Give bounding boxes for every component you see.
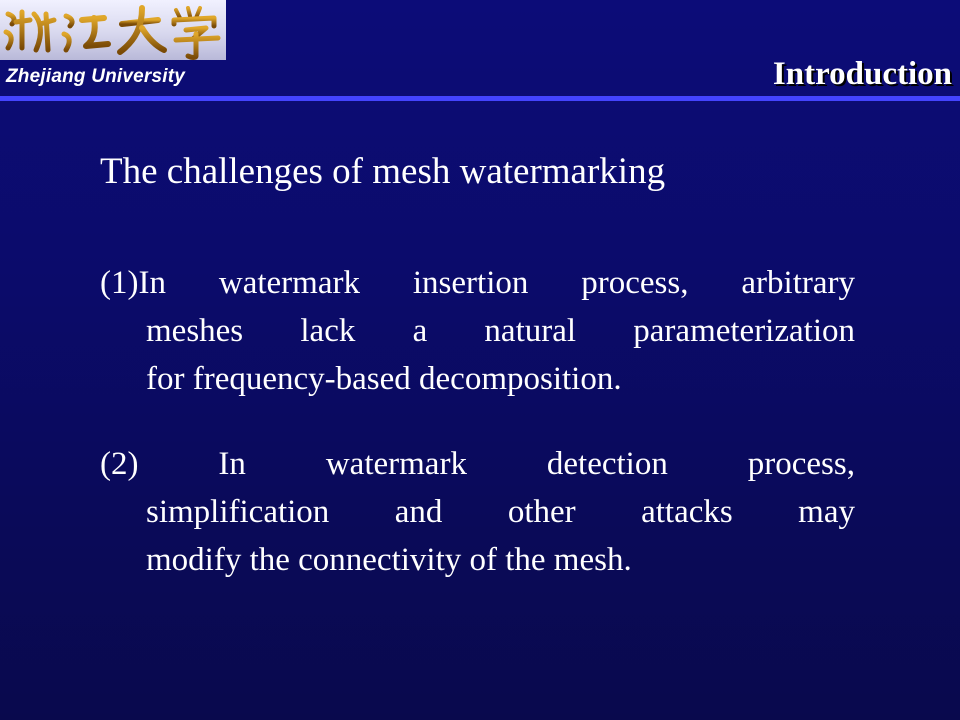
challenge-item-2 (100, 440, 855, 584)
challenge-2-line-2: simplification and other attacks may (146, 494, 855, 530)
challenge-1-line-3: for frequency-based decomposition. (146, 361, 622, 397)
challenge-2-line-3: modify the connectivity of the mesh. (146, 542, 632, 578)
slide-heading: The challenges of mesh watermarking (100, 151, 666, 192)
challenge-item-1 (100, 259, 855, 403)
challenge-1-line-1: (1)In watermark insertion process, arbitrary (100, 265, 855, 301)
logo-calligraphy-icon (0, 0, 226, 60)
header-divider (0, 96, 960, 101)
section-title: Introduction (772, 56, 952, 92)
university-logo (0, 0, 226, 60)
challenge-1-line-2: meshes lack a natural parameterization (146, 313, 855, 349)
challenge-2-line-1: (2) In watermark detection process, (100, 446, 855, 482)
university-name: Zhejiang University (6, 66, 186, 87)
